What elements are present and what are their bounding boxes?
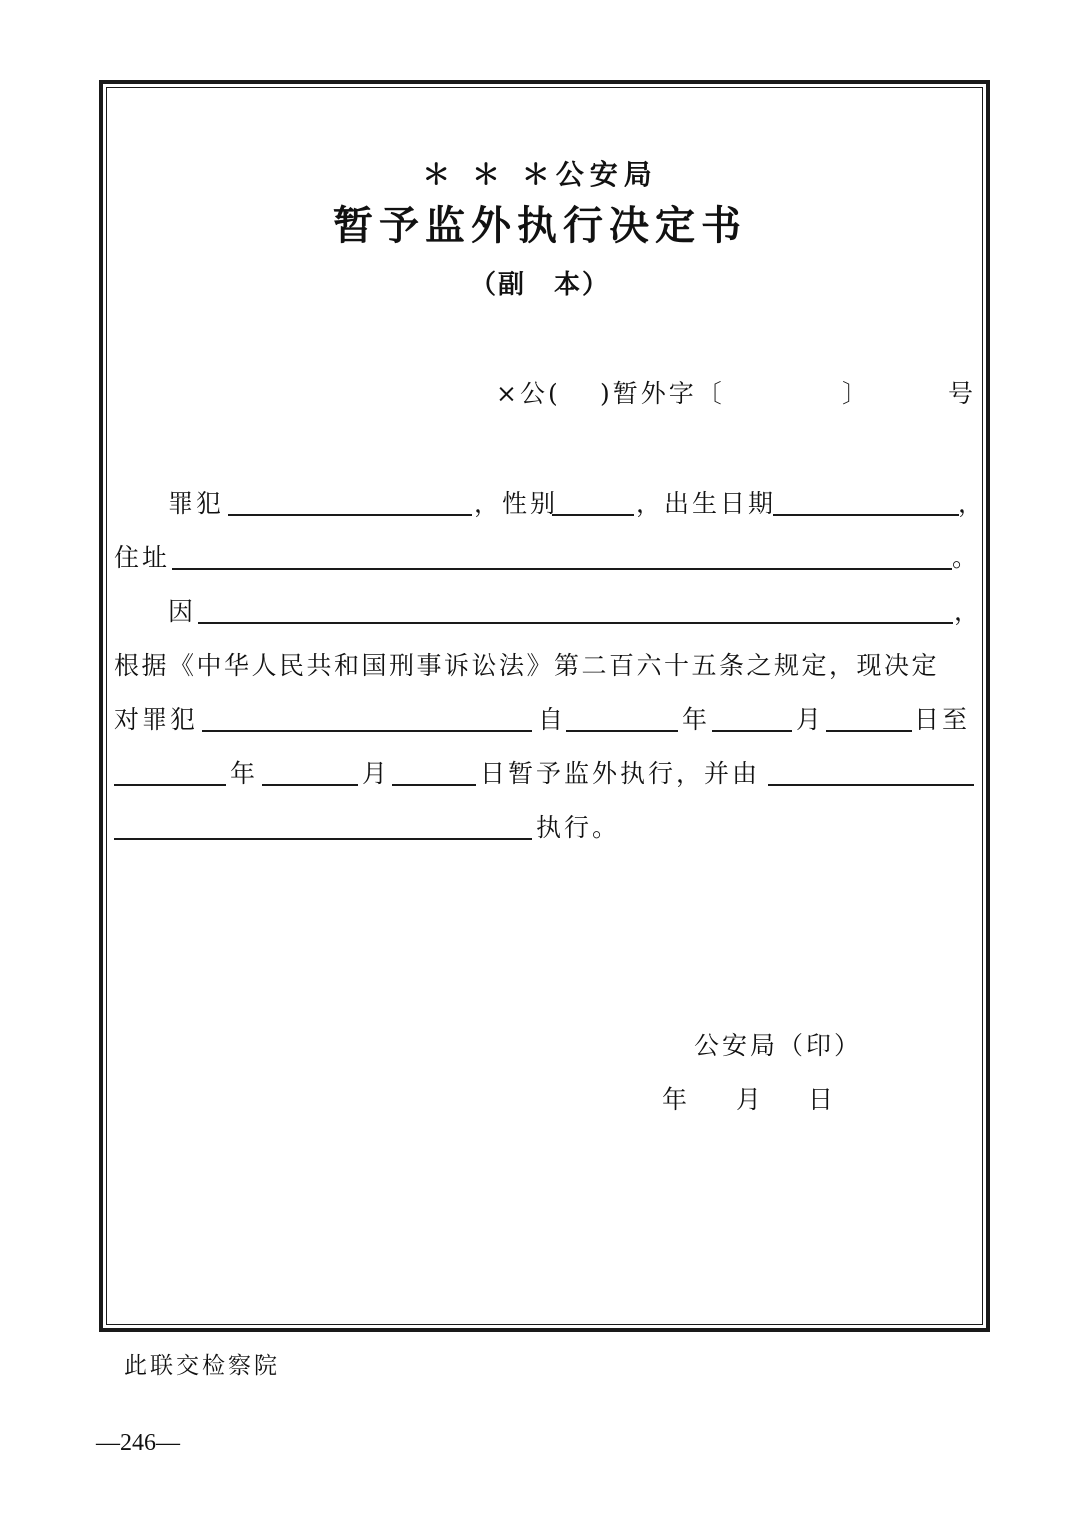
sign-month-label: 月 xyxy=(736,1085,765,1114)
start-year-blank[interactable] xyxy=(566,730,678,732)
document-title: 暂予监外执行决定书 xyxy=(333,202,747,249)
executor-blank-2[interactable] xyxy=(114,838,532,840)
sex-label: ，性别 xyxy=(474,489,559,518)
period-1: 。 xyxy=(952,543,981,572)
birth-label: ，出生日期 xyxy=(636,489,777,518)
start-day-blank[interactable] xyxy=(826,730,912,732)
end-month-blank[interactable] xyxy=(262,784,358,786)
reason-blank[interactable] xyxy=(198,622,953,624)
day-to-label: 日至 xyxy=(914,705,971,734)
page-number: —246— xyxy=(96,1430,180,1456)
copy-label: （副 本） xyxy=(469,270,610,300)
address-label: 住址 xyxy=(114,543,171,572)
agency-name: ＊ ＊ ＊公安局 xyxy=(422,158,658,191)
birth-date-blank[interactable] xyxy=(773,514,959,516)
criminal-label: 罪犯 xyxy=(168,489,225,518)
doc-number-prefix: ×公( xyxy=(496,379,561,408)
criminal-name-blank[interactable] xyxy=(228,514,472,516)
end-year-label: 年 xyxy=(230,759,259,788)
doc-number-close-bracket: 〕 xyxy=(842,379,871,408)
criminal-name-blank-2[interactable] xyxy=(202,730,532,732)
end-day-blank[interactable] xyxy=(392,784,476,786)
address-blank[interactable] xyxy=(172,568,952,570)
executor-blank[interactable] xyxy=(768,784,974,786)
comma-2: ， xyxy=(954,597,983,626)
sign-year-label: 年 xyxy=(662,1085,691,1114)
sign-day-label: 日 xyxy=(808,1085,837,1114)
start-year-label: 年 xyxy=(682,705,711,734)
doc-number-middle: )暂外字〔 xyxy=(600,379,725,408)
comma-1: ， xyxy=(958,489,987,518)
legal-basis-text: 根据《中华人民共和国刑事诉讼法》第二百六十五条之规定，现决定 xyxy=(114,651,940,680)
start-month-blank[interactable] xyxy=(712,730,792,732)
end-year-blank[interactable] xyxy=(114,784,226,786)
day-execute-label: 日暂予监外执行，并由 xyxy=(480,759,761,788)
sex-blank[interactable] xyxy=(552,514,634,516)
to-criminal-label: 对罪犯 xyxy=(114,705,199,734)
end-month-label: 月 xyxy=(362,759,391,788)
footer-note: 此联交检察院 xyxy=(124,1353,280,1379)
doc-number-suffix: 号 xyxy=(948,379,977,408)
reason-label: 因 xyxy=(168,597,197,626)
from-label: 自 xyxy=(538,705,567,734)
seal-label: 公安局（印） xyxy=(694,1031,863,1060)
execute-end-label: 执行。 xyxy=(536,813,621,842)
start-month-label: 月 xyxy=(796,705,825,734)
